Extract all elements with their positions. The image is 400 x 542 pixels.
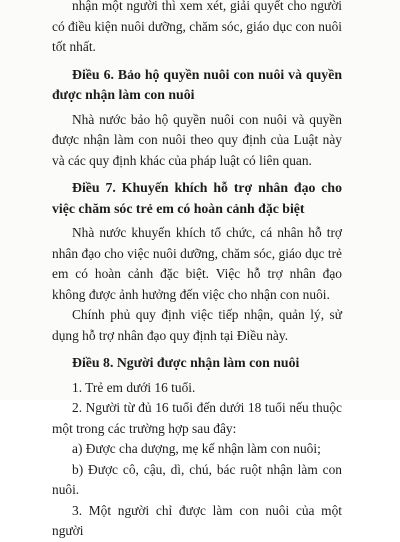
article-8-item-2b: b) Được cô, cậu, dì, chú, bác ruột nhận làm con nuôi.: [52, 461, 342, 497]
article-6-body: Nhà nước bảo hộ quyền nuôi con nuôi và quyền được nhận làm con nuôi theo quy định của Luật này và các quy định khác của pháp luật có liên quan.: [52, 111, 342, 168]
article-7-heading: Điều 7. Khuyến khích hỗ trợ nhân đạo cho việc chăm sóc trẻ em có hoàn cảnh đặc biệt: [52, 180, 342, 216]
paragraph-continuation: nhận một người thì xem xét, giải quyết cho người có điều kiện nuôi dưỡng, chăm sóc, giáo dục con nuôi tốt nhất.: [52, 0, 342, 54]
article-8-item-2a: a) Được cha dượng, mẹ kế nhận làm con nuôi;: [72, 441, 321, 456]
article-8-item-3: 3. Một người chỉ được làm con nuôi của một người: [52, 502, 342, 538]
article-8-heading: Điều 8. Người được nhận làm con nuôi: [72, 355, 300, 370]
article-7-body-2: Chính phủ quy định việc tiếp nhận, quản lý, sử dụng hỗ trợ nhân đạo quy định tại Điều này.: [52, 307, 342, 343]
article-6-heading: Điều 6. Bảo hộ quyền nuôi con nuôi và quyền được nhận làm con nuôi: [52, 66, 342, 102]
document-content: [52, 0, 342, 542]
article-7-body-1: Nhà nước khuyến khích tổ chức, cá nhân hỗ trợ nhân đạo cho việc nuôi dưỡng, chăm sóc, giáo dục trẻ em có hoàn cảnh đặc biệt. Việc hỗ trợ nhân đạo không được ảnh hưởng đến việc cho nhận con nuôi.: [52, 225, 342, 302]
article-8-item-2: 2. Người từ đủ 16 tuổi đến dưới 18 tuổi nếu thuộc một trong các trường hợp sau đây:: [52, 400, 342, 436]
article-8-item-1: 1. Trẻ em dưới 16 tuổi.: [72, 379, 196, 395]
